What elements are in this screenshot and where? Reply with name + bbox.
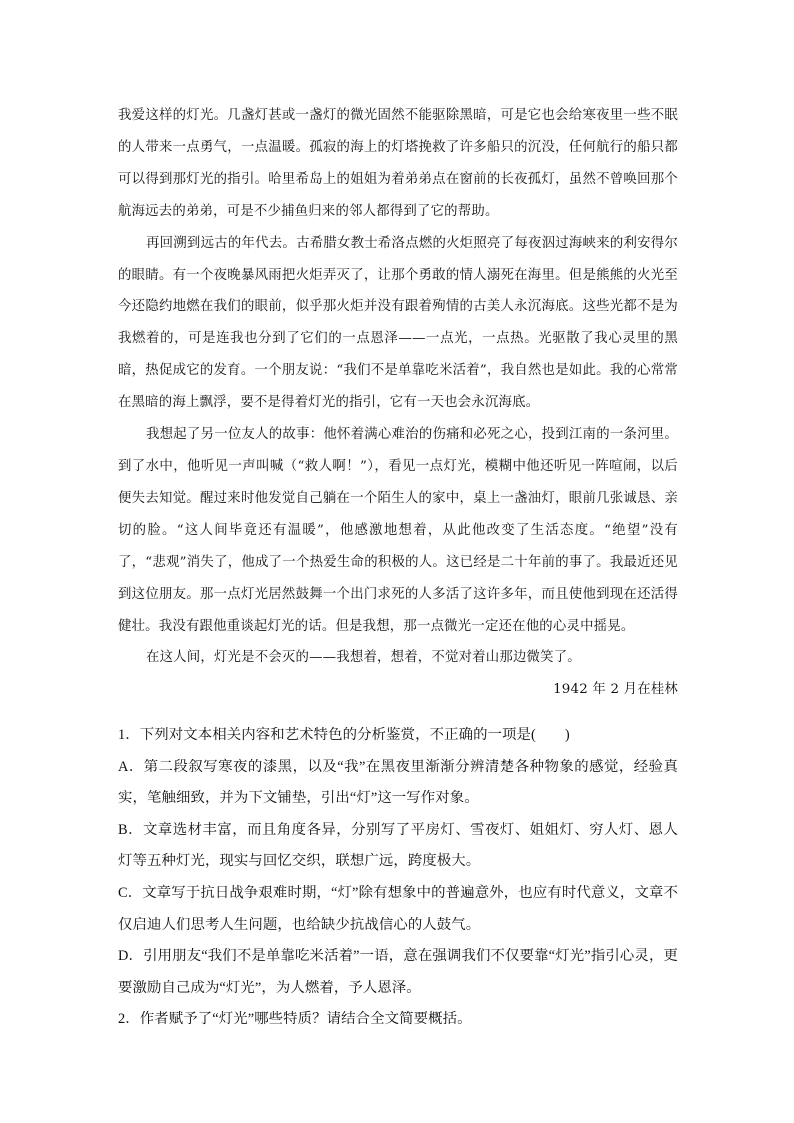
question-1-option-d: D．引用朋友“我们不是单靠吃米活着”一语，意在强调我们不仅要靠“灯光”指引心灵，更要激励自己成为“灯光”，为人燃着，予人恩泽。 (118, 948, 678, 996)
essay-text (118, 100, 678, 706)
question-2-stem: 2．作者赋予了“灯光”哪些特质？请结合全文简要概括。 (118, 1011, 472, 1028)
essay-paragraph-1: 我爱这样的灯光。几盏灯甚或一盏灯的微光固然不能驱除黑暗，可是它也会给寒夜里一些不眠的人带来一点勇气，一点温暖。孤寂的海上的灯塔挽救了许多船只的沉没，任何航行的船只都可以得到那灯光的指引。哈里希岛上的姐姐为着弟弟点在窗前的长夜孤灯，虽然不曾唤回那个航海远去的弟弟，可是不少捕鱼归来的邻人都得到了它的帮助。 (118, 108, 678, 219)
essay-paragraph-2: 再回溯到远古的年代去。古希腊女教士希洛点燃的火炬照亮了每夜泅过海峡来的利安得尔的眼睛。有一个夜晚暴风雨把火炬弄灭了，让那个勇敢的情人溺死在海里。但是熊熊的火光至今还隐约地燃在我们的眼前，似乎那火炬并没有跟着殉情的古美人永沉海底。这些光都不是为我燃着的，可是连我也分到了它们的一点恩泽——一点光，一点热。光驱散了我心灵里的黑暗，热促成它的发育。一个朋友说：“我们不是单靠吃米活着”，我自然也是如此。我的心常常在黑暗的海上飘浮，要不是得着灯光的指引，它有一天也会永沉海底。 (118, 235, 678, 411)
essay-paragraph-3: 我想起了另一位友人的故事：他怀着满心难治的伤痛和必死之心，投到江南的一条河里。到了水中，他听见一声叫喊（“救人啊！”），看见一点灯光，模糊中他还听见一阵喧闹，以后便失去知觉。醒过来时他发觉自己躺在一个陌生人的家中，桌上一盏油灯，眼前几张诚恳、亲切的脸。“这人间毕竟还有温暖”，他感激地想着，从此他改变了生活态度。“绝望”没有了，“悲观”消失了，他成了一个热爱生命的积极的人。这已经是二十年前的事了。我最近还见到这位朋友。那一点灯光居然鼓舞一个出门求死的人多活了这许多年，而且使他到现在还活得健壮。我没有跟他重谈起灯光的话。但是我想，那一点微光一定还在他的心灵中摇晃。 (118, 427, 678, 634)
questions-section (118, 720, 678, 1036)
question-1-option-b: B．文章选材丰富，而且角度各异，分别写了平房灯、雪夜灯、姐姐灯、穷人灯、恩人灯等五种灯光，现实与回忆交织，联想广远，跨度极大。 (118, 821, 678, 870)
essay-date: 1942 年 2 月在桂林 (553, 682, 678, 698)
question-1-option-a: A．第二段叙写寒夜的漆黑，以及“我”在黑夜里渐渐分辨清楚各种物象的感觉，经验真实，笔触细致，并为下文铺垫，引出“灯”这一写作对象。 (118, 758, 678, 807)
essay-paragraph-4: 在这人间，灯光是不会灭的——我想着，想着，不觉对着山那边微笑了。 (146, 650, 581, 666)
question-1-option-c: C．文章写于抗日战争艰难时期，“灯”除有想象中的普遍意外，也应有时代意义，文章不仅启迪人们思考人生问题，也给缺少抗战信心的人鼓气。 (118, 884, 678, 933)
question-1-stem: 1．下列对文本相关内容和艺术特色的分析鉴赏，不正确的一项是( ) (118, 727, 570, 743)
